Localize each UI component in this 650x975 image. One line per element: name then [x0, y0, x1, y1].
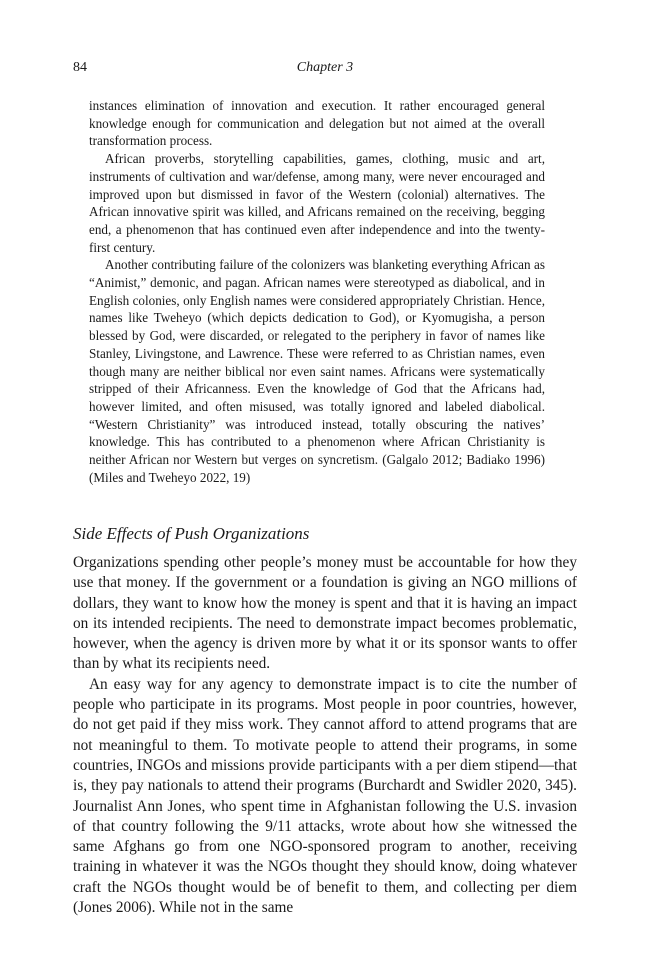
body-paragraph-2: An easy way for any agency to demonstrate impact is to cite the number of people who participate in its programs. Most people in poor countries, however, do not get paid if they miss work. They cannot afford to attend programs that are not meaningful to them. To motivate people to attend their programs, in some countries, INGOs and missions provide participants with a per diem stipend—that is, they pay nationals to attend their programs (Burchardt and Swidler 2020, 345). Journalist Ann Jones, who spent time in Afghanistan following the U.S. invasion of that country following the 9/11 attacks, wrote about how she witnessed the same Afghans go from one NGO-sponsored program to another, receiving training in whatever it was the NGOs thought they should know, doing whatever craft the NGOs thought would be of benefit to them, and collecting per diem (Jones 2006). While not in the same	[73, 675, 577, 917]
chapter-title: Chapter 3	[296, 60, 354, 75]
body-paragraph-1: Organizations spending other people’s money must be accountable for how they use that money. If the government or a foundation is giving an NGO millions of dollars, they want to know how the money is spent and that it is having an impact on its intended recipients. The need to demonstrate impact becomes problematic, however, when the agency is driven more by what it or its sponsor wants to offer than by what its recipients need.	[73, 554, 577, 673]
quote-paragraph-3: Another contributing failure of the colonizers was blanketing everything African as “Animist,” demonic, and pagan. African names were stereotyped as diabolical, and in English colonies, only English names were considered appropriately Christian. Hence, names like Tweheyo (which depicts dedication to God), or Kyomugisha, a person blessed by God, were discarded, or relegated to the periphery in favor of names like Stanley, Livingstone, and Lawrence. These were referred to as Christian names, even though many are neither biblical nor even saint names. Africans were systematically stripped of their Africanness. Even the knowledge of God that the Africans had, however limited, and often misused, was totally ignored and labeled diabolical. “Western Christianity” was introduced instead, totally obscuring the natives’ knowledge. This has contributed to a phenomenon where African Christianity is neither African nor Western but verges on syncretism. (Galgalo 2012; Badiako 1996) (Miles and Tweheyo 2022, 19)	[89, 257, 545, 485]
quote-paragraph-1: instances elimination of innovation and execution. It rather encouraged general knowledge enough for communication and delegation but not aimed at the overall transformation process.	[89, 98, 545, 149]
body-text	[73, 553, 577, 918]
section-heading: Side Effects of Push Organizations	[73, 524, 310, 543]
running-head	[73, 60, 577, 80]
block-quote	[89, 97, 545, 486]
quote-paragraph-2: African proverbs, storytelling capabilities, games, clothing, music and art, instruments of cultivation and war/defense, among many, were never encouraged and improved upon but dismissed in favor of the Western (colonial) alternatives. The African innovative spirit was killed, and Africans remained on the receiving, begging end, a phenomenon that has continued even after independence and into the twenty-first century.	[89, 151, 545, 255]
page-number: 84	[73, 60, 87, 75]
